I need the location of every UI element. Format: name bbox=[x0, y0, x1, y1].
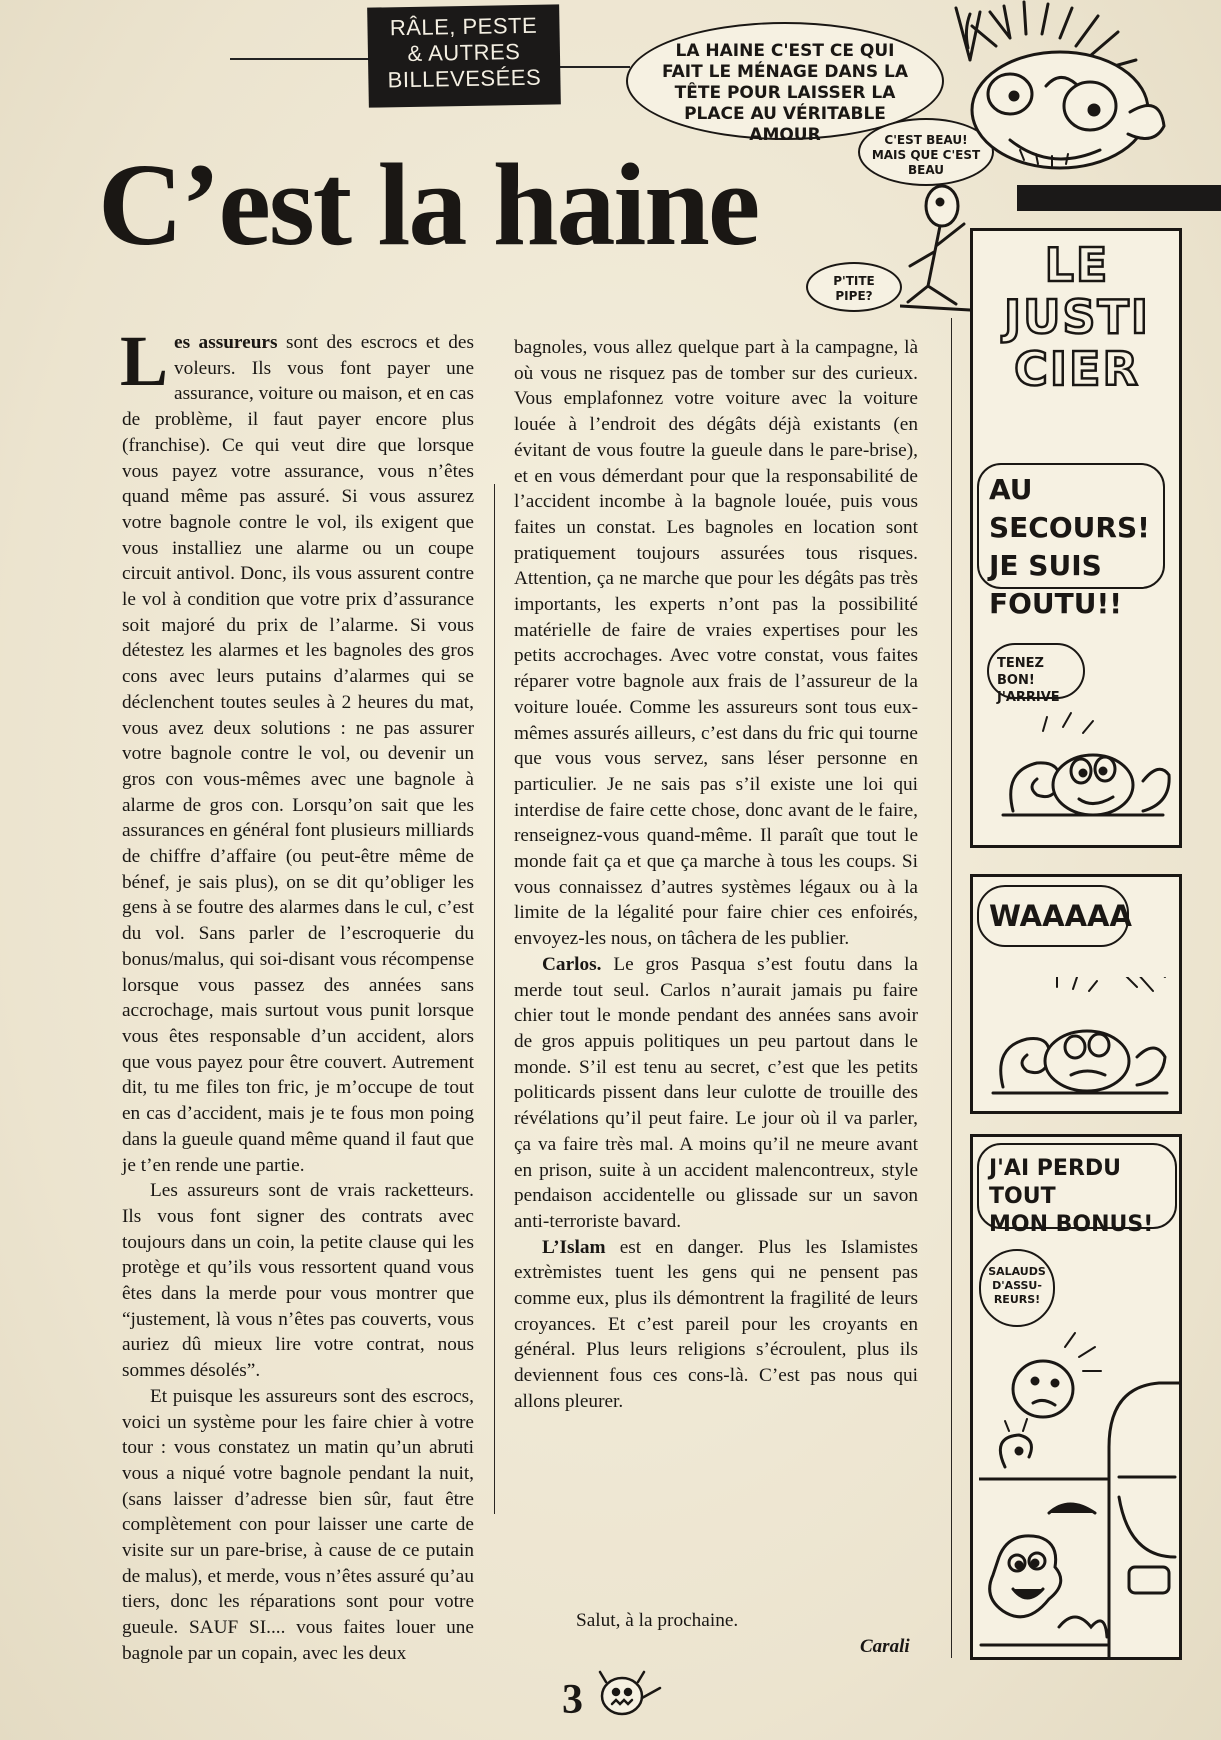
bubble-line: FOUTU!! bbox=[989, 587, 1123, 620]
author-signature: Carali bbox=[860, 1636, 910, 1657]
paragraph: Les assureurs sont de vrais racketteurs. Ils vous font signer des contrats avec toujours dans un coin, la petite clause qui les protège et qu’ils vous ressortent quand vous êtes dans la merde pour vous montrer que “justement, là vous n’êtes pas couverts, vous auriez dû mieux lire votre contrat, nous sommes désolés”. bbox=[122, 1180, 474, 1382]
article-column-right bbox=[514, 335, 918, 1415]
header-black-bar bbox=[1017, 185, 1221, 211]
paragraph bbox=[514, 952, 918, 1235]
bubble-line: SALAUDS bbox=[988, 1265, 1046, 1278]
lead-words: Carlos. bbox=[542, 953, 602, 975]
header-rule-left bbox=[230, 58, 370, 60]
paragraph bbox=[120, 321, 474, 1178]
comic-title-line: CIER bbox=[1014, 342, 1140, 396]
bubble-line: TENEZ BON! bbox=[997, 656, 1044, 688]
paragraph: Et puisque les assureurs sont des escrocs, voici un système pour les faire chier à votre tour : vous constatez un matin qu’un abruti vous a niqué votre bagnole pendant la nuit, (sans laisser d’adresse bien sûr, faut être complètement con pour laisser une carte de visite sur un pare-brise, à cause de ce putain de malus), et merde, vous n’êtes assuré qu’au tiers, donc les réparations sont pour votre gueule. SAUF SI.... vous faites louer une bagnole par un copain, avec les deux bbox=[122, 1385, 474, 1664]
snail-character-illustration bbox=[993, 711, 1173, 831]
comic-title-line: JUSTI bbox=[1003, 290, 1151, 344]
paragraph-text: sont des escrocs et des voleurs. Ils vous font payer une assurance, voiture ou maison, et en cas de problème, il faut payer encore plus (franchise). Ce qui veut dire que lorsque vous payez votre assurance, vous n’êtes quand même pas assuré. Si vous assurez votre bagnole contre le vol, ils exigent que vous installiez une alarme ou un coupe circuit antivol. Donc, ils vous assurent contre le vol à condition que votre prix d’assurance soit majoré du prix de l’alarme. Si vous détestez les alarmes et les bagnoles des gros cons avec leurs putains d’alarmes qui se déclenchent toutes seules à 2 heures du mat, vous avez deux solutions : ne pas assurer votre bagnole contre le vol, ou devenir un gros con vous-mêmes avec une bagnole à alarme de gros con. Lorsqu’on sait que les assurances en général font plusieurs milliards de chiffre d’affaire (ou peut-être même de bénef, je sais plus), on se dit qu’obliger les gens à se foutre des alarmes dans le cul, c’est du vol. Sans parler de l’escroquerie du bonus/malus, qui soi-disant vous récompense lorsque vous passez des années sans accrochage, mais surtout vous punit lorsque vous êtes responsable d’un accident, alors que vous payez pour être couvert. Autrement dit, tu me files ton fric, je m’occupe de tout en cas d’accident, mais je te fous mon poing dans la gueule quand même quand il faut que je t’en rende une partie. bbox=[122, 332, 474, 1176]
rubric-label bbox=[367, 4, 561, 107]
speech-bubble-bonus bbox=[977, 1143, 1177, 1237]
bubble-line: AU SECOURS! bbox=[989, 473, 1150, 544]
column-divider bbox=[494, 484, 495, 1514]
comic-title bbox=[987, 239, 1167, 395]
bubble-line: REURS! bbox=[993, 1293, 1041, 1306]
bubble-line: JE SUIS bbox=[989, 549, 1102, 582]
snail-crying-illustration bbox=[987, 977, 1173, 1107]
drop-cap: L bbox=[120, 321, 169, 401]
speech-bubble-tenez bbox=[987, 643, 1085, 705]
angry-character-illustration bbox=[950, 0, 1221, 185]
crushed-snail-car-illustration bbox=[979, 1327, 1179, 1657]
speech-bubble-pipe: P'TITE PIPE? bbox=[806, 262, 902, 312]
bubble-line: D'ASSU- bbox=[992, 1279, 1042, 1292]
paragraph-text: Le gros Pasqua s’est foutu dans la merde tout seul. Carlos n’aurait jamais pu faire chier tout le monde pendant des années sans avoir de gros appuis politiques un peu partout dans le monde. S’il est tenu au secret, c’est que les petits politicards pissent dans leur culotte de trouille des révélations qu’il peut faire. Le jour où il va parler, ça va faire très mal. A moins qu’il ne meure avant en prison, suite à un accident malencontreux, style pendaison accidentelle ou glissade sur un savon anti-terroriste bavard. bbox=[514, 953, 918, 1232]
comic-strip bbox=[970, 228, 1184, 1660]
article-title: C’est la haine bbox=[98, 139, 759, 270]
bubble-line: MON BONUS! bbox=[989, 1212, 1154, 1237]
rubric-line: RÂLE, PESTE bbox=[389, 12, 538, 41]
lead-words: es assureurs bbox=[174, 332, 278, 353]
speech-bubble-waaa: WAAAAA bbox=[977, 885, 1129, 947]
paragraph: bagnoles, vous allez quelque part à la campagne, là où vous ne risquez pas de tomber sur des curieux. Vous emplafonnez votre voiture avec la voiture louée à l’endroit des dégâts déjà existants (en évitant de vous foutre la gueule dans le pare-brise), et en vous démerdant pour que la responsabilité de l’accident incombe à la bagnole louée, puis vous faites un constat. Les bagnoles en location sont pratiquement toujours assurées tous risques. Attention, ça ne marche que pour les dégâts pas très importants, les experts n’ont pas la possibilité matérielle de faire de vraies expertises pour les petits accrochages. Avec votre constat, vous faites réparer votre bagnole aux frais de l’assureur de la voiture louée. Comme les assureurs sont tous eux-mêmes assurés ailleurs, c’est dans du fric qui tourne que vous vous servez, sans léser personne en particulier. Je ne sais pas s’il existe une loi qui interdise de faire cette chose, donc avant de le faire, renseignez-vous quand-même. Il paraît que tout le monde fait ça et que ça marche à tous les coups. Si vous connaissez d’autres systèmes légaux ou à la limite de la légalité pour faire chier ces enfoirés, envoyez-les nous, on tâchera de les publier. bbox=[514, 337, 918, 950]
speech-bubble-haine: LA HAINE C'EST CE QUI FAIT LE MÉNAGE DANS LA TÊTE POUR LAISSER LA PLACE AU VÉRITABLE AMOUR bbox=[626, 22, 944, 140]
paragraph-text: est en danger. Plus les Islamistes extrèmistes tuent les gens qui ne pensent pas comme eux, plus ils démontrent la fragilité de leurs croyances. Et c’est pareil pour les croyants en général. Plus leurs religions s’écroulent, plus ils deviennent fous ces cons-là. C’est pas nous qui allons pleurer. bbox=[514, 1236, 918, 1412]
rubric-line: & AUTRES bbox=[407, 39, 521, 66]
speech-bubble-salauds bbox=[979, 1249, 1055, 1327]
sign-off: Salut, à la prochaine. bbox=[576, 1610, 739, 1631]
beast-icon bbox=[594, 1668, 664, 1724]
strip-divider bbox=[951, 318, 952, 1658]
bubble-line: J'AI PERDU TOUT bbox=[989, 1156, 1122, 1209]
comic-title-line: LE bbox=[1044, 238, 1110, 292]
page-number: 3 bbox=[562, 1677, 583, 1723]
rubric-line: BILLEVESÉES bbox=[387, 64, 542, 93]
article-column-left bbox=[120, 321, 474, 1667]
small-character-illustration bbox=[900, 180, 980, 320]
comic-panel-1 bbox=[970, 228, 1182, 848]
speech-bubble-beau: C'EST BEAU! MAIS QUE C'EST BEAU bbox=[858, 118, 994, 186]
paragraph bbox=[514, 1235, 918, 1415]
speech-bubble-secours bbox=[977, 463, 1165, 620]
comic-panel-2 bbox=[970, 874, 1182, 1114]
bubble-line: J'ARRIVE bbox=[997, 690, 1060, 705]
lead-words: L’Islam bbox=[542, 1236, 606, 1258]
comic-panel-3 bbox=[970, 1134, 1182, 1660]
header-rule-right bbox=[560, 66, 630, 68]
